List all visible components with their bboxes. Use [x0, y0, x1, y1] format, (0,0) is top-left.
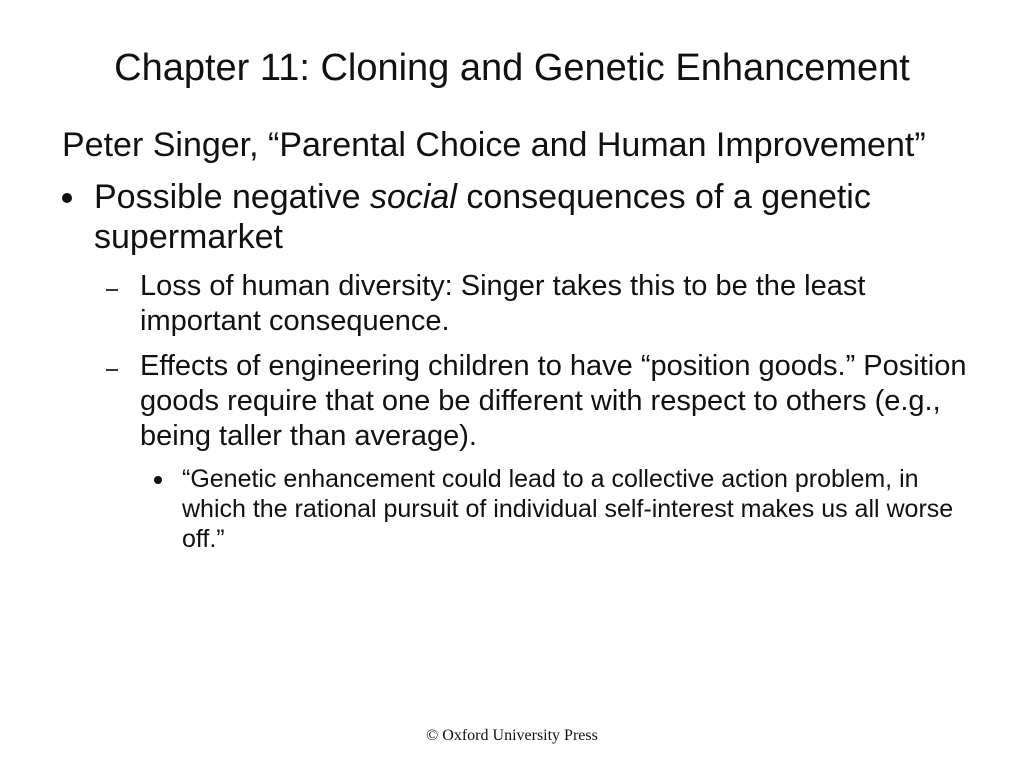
reading-title: Peter Singer, “Parental Choice and Human Improvement” [62, 126, 926, 164]
sub-point-text: Loss of human diversity: Singer takes this to be the least important consequence. [140, 270, 866, 337]
bullet-icon [62, 193, 72, 203]
slide-body [62, 125, 982, 554]
sub-point [62, 349, 982, 454]
bullet-point [62, 177, 982, 257]
bullet-text-emphasis: social [369, 178, 457, 216]
dash-icon [106, 369, 118, 371]
nested-quote-point [62, 464, 982, 554]
slide-title: Chapter 11: Cloning and Genetic Enhancement [114, 47, 910, 89]
bullet-text-end: consequences of a genetic supermarket [94, 178, 871, 256]
bullet-icon [154, 476, 162, 484]
sub-point-text: Effects of engineering children to have “position goods.” Position goods require that one be different with respect to others (e.g., being taller than average). [140, 350, 967, 452]
sub-point [62, 269, 982, 339]
quote-text: “Genetic enhancement could lead to a collective action problem, in which the rational pursuit of individual self-interest makes us all worse off.” [182, 465, 954, 553]
bullet-text-start: Possible negative [94, 178, 370, 216]
dash-icon [106, 289, 118, 291]
copyright-footer: © Oxford University Press [426, 727, 598, 744]
